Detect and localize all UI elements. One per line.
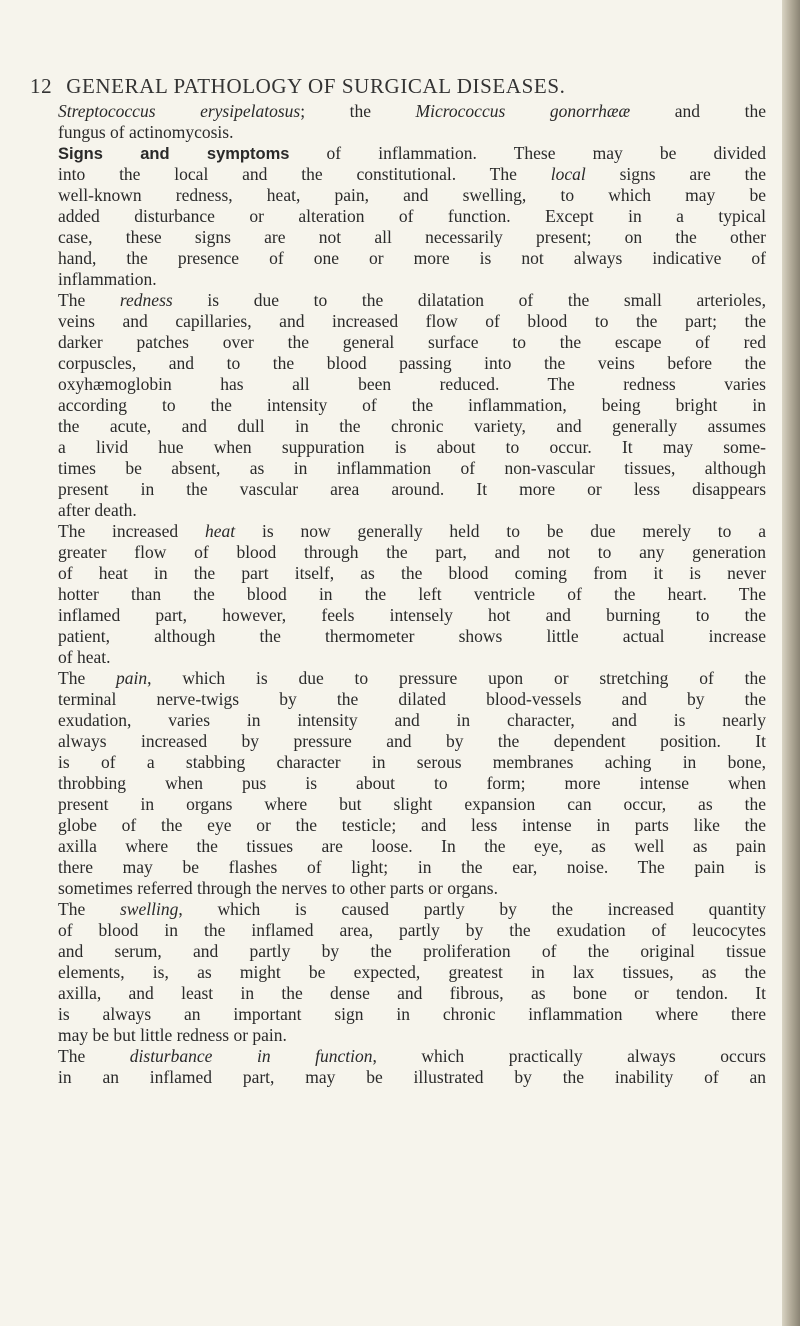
text-run: and the	[630, 101, 766, 121]
text-line	[58, 752, 766, 773]
text-run: added disturbance or alteration of function. Except in a typical	[58, 206, 766, 226]
text-run: inflamed part, however, feels intensely hot and burning to the	[58, 605, 766, 625]
text-line	[58, 395, 766, 416]
body-text	[58, 101, 766, 1088]
text-line	[58, 374, 766, 395]
text-run: of heat.	[58, 647, 111, 667]
text-run: throbbing when pus is about to form; more intense when	[58, 773, 766, 793]
text-line	[58, 899, 766, 920]
page-edge-shadow	[782, 0, 800, 1326]
text-line	[58, 311, 766, 332]
text-run: corpuscles, and to the blood passing into the veins before the	[58, 353, 766, 373]
text-line	[58, 773, 766, 794]
text-line	[58, 332, 766, 353]
text-line	[58, 962, 766, 983]
text-run: of blood in the inflamed area, partly by the exudation of leucocytes	[58, 920, 766, 940]
text-run: greater flow of blood through the part, and not to any generation	[58, 542, 766, 562]
text-line	[58, 626, 766, 647]
italic-term: heat	[204, 521, 236, 541]
text-run: oxyhæmoglobin has all been reduced. The redness varies	[58, 374, 766, 394]
text-run: The	[58, 290, 120, 310]
text-line	[58, 584, 766, 605]
italic-term: Streptococcus erysipelatosus	[58, 101, 301, 121]
running-head-title: GENERAL PATHOLOGY OF SURGICAL DISEASES.	[66, 74, 566, 98]
text-line	[58, 983, 766, 1004]
text-run: sometimes referred through the nerves to other parts or organs.	[58, 878, 498, 898]
text-run: may be but little redness or pain.	[58, 1025, 287, 1045]
text-run: hotter than the blood in the left ventricle of the heart. The	[58, 584, 766, 604]
text-run: , which is due to pressure upon or stretching of the	[147, 668, 766, 688]
text-run: The increased	[58, 521, 205, 541]
text-line	[58, 206, 766, 227]
text-run: a livid hue when suppuration is about to occur. It may some-	[58, 437, 766, 457]
text-line	[58, 710, 766, 731]
text-run: present in organs where but slight expansion can occur, as the	[58, 794, 766, 814]
text-run: axilla where the tissues are loose. In the eye, as well as pain	[58, 836, 766, 856]
text-run: , which practically always occurs	[372, 1046, 766, 1066]
text-line	[58, 437, 766, 458]
running-head	[30, 74, 770, 104]
text-run: hand, the presence of one or more is not always indicative of	[58, 248, 766, 268]
text-run: The	[58, 899, 120, 919]
text-run: signs are the	[585, 164, 766, 184]
text-run: is due to the dilatation of the small arterioles,	[172, 290, 766, 310]
text-run: globe of the eye or the testicle; and less intense in parts like the	[58, 815, 766, 835]
text-line	[58, 836, 766, 857]
italic-term: disturbance in function	[129, 1046, 373, 1066]
text-run: is of a stabbing character in serous membranes aching in bone,	[58, 752, 766, 772]
text-line	[58, 731, 766, 752]
text-run: into the local and the constitutional. The	[58, 164, 551, 184]
section-heading: Signs and symptoms	[58, 145, 290, 163]
text-run: is now generally held to be due merely to a	[235, 521, 766, 541]
text-line	[58, 647, 766, 668]
text-line	[58, 815, 766, 836]
text-line	[58, 941, 766, 962]
text-run: the acute, and dull in the chronic variety, and generally assumes	[58, 416, 766, 436]
text-run: present in the vascular area around. It more or less disappears	[58, 479, 766, 499]
text-run: is always an important sign in chronic inflammation where there	[58, 1004, 766, 1024]
text-line	[58, 668, 766, 689]
text-run: fungus of actinomycosis.	[58, 122, 234, 142]
text-line	[58, 101, 766, 122]
text-line	[58, 1067, 766, 1088]
text-line	[58, 1004, 766, 1025]
text-run: after death.	[58, 500, 137, 520]
text-run: The	[58, 668, 117, 688]
text-run: darker patches over the general surface to the escape of red	[58, 332, 766, 352]
text-run: ; the	[300, 101, 416, 121]
text-line	[58, 164, 766, 185]
text-run: of heat in the part itself, as the blood coming from it is never	[58, 563, 766, 583]
text-run: according to the intensity of the inflammation, being bright in	[58, 395, 766, 415]
text-run: case, these signs are not all necessarily present; on the other	[58, 227, 766, 247]
text-line	[58, 563, 766, 584]
text-line	[58, 542, 766, 563]
italic-term: redness	[119, 290, 173, 310]
italic-term: pain	[116, 668, 148, 688]
text-run: of inflammation. These may be divided	[289, 143, 766, 163]
text-line	[58, 227, 766, 248]
text-line	[58, 521, 766, 542]
text-line	[58, 458, 766, 479]
text-line	[58, 143, 766, 164]
text-line	[58, 794, 766, 815]
italic-term: local	[550, 164, 586, 184]
text-run: elements, is, as might be expected, greatest in lax tissues, as the	[58, 962, 766, 982]
text-line	[58, 920, 766, 941]
page-number: 12	[30, 74, 53, 98]
text-run: and serum, and partly by the proliferation of the original tissue	[58, 941, 766, 961]
text-line	[58, 1046, 766, 1067]
text-run: well-known redness, heat, pain, and swelling, to which may be	[58, 185, 766, 205]
text-line	[58, 500, 766, 521]
text-line	[58, 1025, 766, 1046]
text-run: inflammation.	[58, 269, 157, 289]
text-run: , which is caused partly by the increased quantity	[178, 899, 766, 919]
text-line	[58, 185, 766, 206]
text-run: there may be flashes of light; in the ear, noise. The pain is	[58, 857, 766, 877]
text-run: axilla, and least in the dense and fibrous, as bone or tendon. It	[58, 983, 766, 1003]
text-line	[58, 290, 766, 311]
text-line	[58, 353, 766, 374]
italic-term: swelling	[119, 899, 179, 919]
text-line	[58, 857, 766, 878]
text-line	[58, 416, 766, 437]
text-run: in an inflamed part, may be illustrated by the inability of an	[58, 1067, 766, 1087]
text-run: exudation, varies in intensity and in character, and is nearly	[58, 710, 766, 730]
text-line	[58, 122, 766, 143]
text-run: times be absent, as in inflammation of non-vascular tissues, although	[58, 458, 766, 478]
text-line	[58, 248, 766, 269]
italic-term: Micrococcus gonorrhææ	[415, 101, 631, 121]
text-run: veins and capillaries, and increased flow of blood to the part; the	[58, 311, 766, 331]
text-line	[58, 269, 766, 290]
text-run: The	[58, 1046, 130, 1066]
text-line	[58, 878, 766, 899]
text-line	[58, 689, 766, 710]
text-line	[58, 479, 766, 500]
text-run: always increased by pressure and by the dependent position. It	[58, 731, 766, 751]
text-run: patient, although the thermometer shows little actual increase	[58, 626, 766, 646]
text-run: terminal nerve-twigs by the dilated blood-vessels and by the	[58, 689, 766, 709]
text-line	[58, 605, 766, 626]
